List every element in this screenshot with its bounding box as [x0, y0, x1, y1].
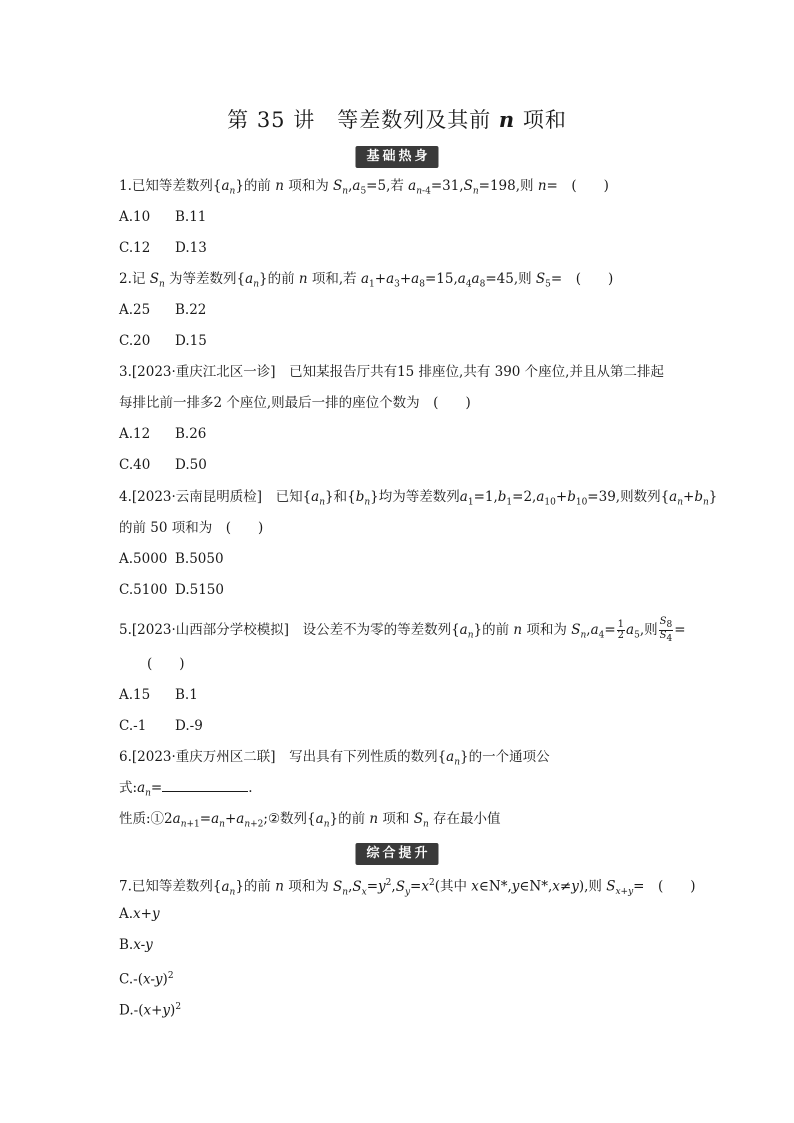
q3-options-row2 [119, 456, 679, 474]
q4-option-b[interactable]: B.5050 [175, 551, 224, 567]
section-badge-advanced: 综合提升 [355, 843, 438, 865]
q6-stem-line3: 性质$:①2a_{n+1}=a_n+a_{n+2};②$数列$\{a_n\}$的前 n 项和 $S_n$ 存在最小值 [119, 811, 501, 830]
q7-option-b[interactable]: B.x-y [119, 937, 153, 953]
title-suffix: 项和 [515, 108, 567, 132]
q1-option-c[interactable]: C.12 [119, 240, 151, 256]
q2-option-b[interactable]: B.22 [175, 302, 207, 318]
q1-option-a[interactable]: A.10 [119, 209, 151, 225]
title-prefix: 第 35 讲 等差数列及其前 [227, 108, 499, 132]
q1-options-row2 [119, 239, 679, 257]
q5-fraction-s8-s4: $\frac{S_8}{S_4}$ [659, 616, 673, 644]
section-badge-basic: 基础热身 [355, 146, 438, 168]
title-var: n [498, 107, 516, 132]
q3-stem-line1: 3.[2023·重庆江北区一诊] 已知某报告厅共有15 排座位,共有 390 个座位,并且从第二排起 [119, 364, 664, 380]
q2-option-c[interactable]: C.20 [119, 333, 151, 349]
q5-option-a[interactable]: A.15 [119, 687, 151, 703]
q6-stem-line1: 6.[2023·重庆万州区二联] 写出具有下列性质的数列$\{a_n\}$的一个通项公 [119, 749, 550, 768]
q5-options-row1 [119, 686, 679, 704]
q3-stem-line2: 每排比前一排多2 个座位,则最后一排的座位个数为 ( ) [119, 395, 471, 411]
lesson-title [0, 104, 794, 134]
q1-stem: 1.已知等差数列$\{a_n\}$的前 n 项和为 $S_n,a_5=5$,若 $a_{n-4}=31,S_n=198$,则 n= ( ) [119, 178, 609, 197]
q4-option-c[interactable]: C.5100 [119, 582, 168, 598]
q4-stem-line2: 的前 50 项和为 ( ) [119, 520, 264, 536]
q1-options-row1 [119, 208, 679, 226]
q5-stem-line2: ( ) [147, 656, 185, 672]
q2-option-d[interactable]: D.15 [175, 333, 207, 349]
q5-options-row2 [119, 717, 679, 735]
q4-options-row2 [119, 581, 679, 599]
q7-option-d[interactable]: $D.-(x+y)^2$ [119, 1002, 182, 1019]
q6-stem-line2: 式$:a_n=$ . [119, 780, 253, 799]
q5-stem-line1: 5.[2023·山西部分学校模拟] 设公差不为零的等差数列$\{a_n\}$的前 n 项和为 $S_n,a_4=$ $\frac{1}{2}$ $a_5$,则 $\frac{S_8}{S_4}$ = [119, 616, 686, 644]
q1-option-b[interactable]: B.11 [175, 209, 207, 225]
q3-options-row1 [119, 425, 679, 443]
q2-option-a[interactable]: A.25 [119, 302, 151, 318]
q3-option-d[interactable]: D.50 [175, 457, 207, 473]
q2-stem: 2.记 $S_n$ 为等差数列$\{a_n\}$的前 n 项和,若 $a_1+a_3+a_8=15,a_4a_8=45$,则 $S_5=$ ( ) [119, 271, 614, 290]
q7-stem: 7.已知等差数列$\{a_n\}$的前 n 项和为 $S_n,S_x=y^2,S_y=x^2$(其中 x∈N*,y∈N*,x≠y),则 $S_{x+y}=$ ( ) [119, 878, 696, 898]
q2-options-row2 [119, 332, 679, 350]
q5-option-b[interactable]: B.1 [175, 687, 198, 703]
q6-answer-blank[interactable] [162, 779, 248, 792]
q4-option-d[interactable]: D.5150 [175, 582, 224, 598]
q3-option-a[interactable]: A.12 [119, 426, 151, 442]
q3-option-b[interactable]: B.26 [175, 426, 207, 442]
q2-options-row1 [119, 301, 679, 319]
q1-option-d[interactable]: D.13 [175, 240, 207, 256]
q5-option-d[interactable]: D.-9 [175, 718, 203, 734]
q4-stem-line1: 4.[2023·云南昆明质检] 已知$\{a_n\}$和$\{b_n\}$均为等差数列$a_1=1,b_1=2,a_{10}+b_{10}=39$,则数列$\{a_n+b_n\}$ [119, 489, 718, 508]
q5-fraction-half: $\frac{1}{2}$ [617, 619, 625, 641]
q4-option-a[interactable]: A.5000 [119, 551, 168, 567]
q3-option-c[interactable]: C.40 [119, 457, 151, 473]
q7-option-a[interactable]: A.x+y [119, 906, 160, 922]
q5-option-c[interactable]: C.-1 [119, 718, 147, 734]
q7-option-c[interactable]: $C.-(x-y)^2$ [119, 971, 174, 988]
q4-options-row1 [119, 550, 679, 568]
